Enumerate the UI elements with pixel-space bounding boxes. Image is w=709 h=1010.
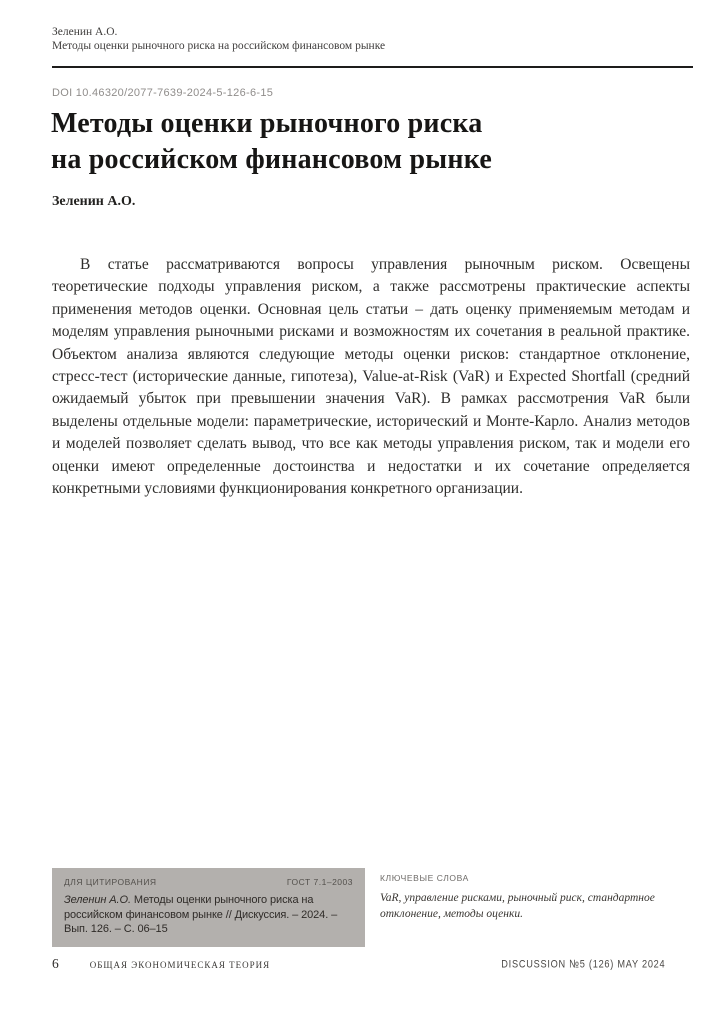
doi-line: DOI 10.46320/2077-7639-2024-5-126-6-15 (52, 87, 274, 99)
page-title-line1: Методы оценки рыночного риска (51, 108, 483, 139)
citation-author: Зеленин А.О. (64, 894, 131, 906)
footer-section-label: ОБЩАЯ ЭКОНОМИЧЕСКАЯ ТЕОРИЯ (89, 960, 271, 970)
citation-box (52, 868, 365, 947)
header-rule (52, 66, 693, 68)
running-head-title: Методы оценки рыночного риска на российском финансовом рынке (52, 40, 386, 52)
running-head (52, 25, 385, 53)
page-title (51, 106, 492, 178)
page-footer (52, 956, 693, 972)
running-head-author: Зеленин А.О. (52, 26, 118, 38)
article-author: Зеленин А.О. (52, 194, 136, 209)
keywords-block (380, 873, 662, 922)
keywords-text: VaR, управление рисками, рыночный риск, стандартное отклонение, методы оценки. (380, 892, 655, 920)
citation-label: ДЛЯ ЦИТИРОВАНИЯ (64, 877, 157, 887)
footer-journal-label: DISCUSSION №5 (126) MAY 2024 (500, 958, 665, 971)
footer-page-number: 6 (52, 956, 59, 971)
abstract-paragraph: В статье рассматриваются вопросы управления рыночным риском. Освещены теоретические подходы управления риском, а также рассмотрены практические аспекты применения методов оценки. Основная цель статьи – дать оценку применяемым методам и моделям управления рыночными рисками и возможностям их сочетания в реальной практике. Объектом анализа являются следующие методы оценки рисков: стандартное отклонение, стресс-тест (исторические данные, гипотеза), Value-at-Risk (VaR) и Expected Shortfall (средний ожидаемый убыток при превышении значения VaR). В рамках рассмотрения VaR были выделены отдельные модели: параметрические, исторический и Монте-Карло. Анализ методов и моделей позволяет сделать вывод, что все как методы управления риском, так и модели его оценки имеют определенные достоинства и недостатки и их сочетание определяется конкретными условиями функционирования конкретного организации. (52, 256, 690, 498)
page-title-line2: на российском финансовом рынке (51, 144, 492, 175)
citation-reference (64, 893, 353, 937)
citation-body: Методы оценки рыночного риска на российском финансовом рынке // Дискуссия. – 2024. – Вып. 126. – С. 06–15 (64, 894, 338, 935)
citation-standard-label: ГОСТ 7.1–2003 (286, 877, 353, 887)
citation-header-row (64, 877, 353, 887)
keywords-label: КЛЮЧЕВЫЕ СЛОВА (380, 873, 469, 883)
